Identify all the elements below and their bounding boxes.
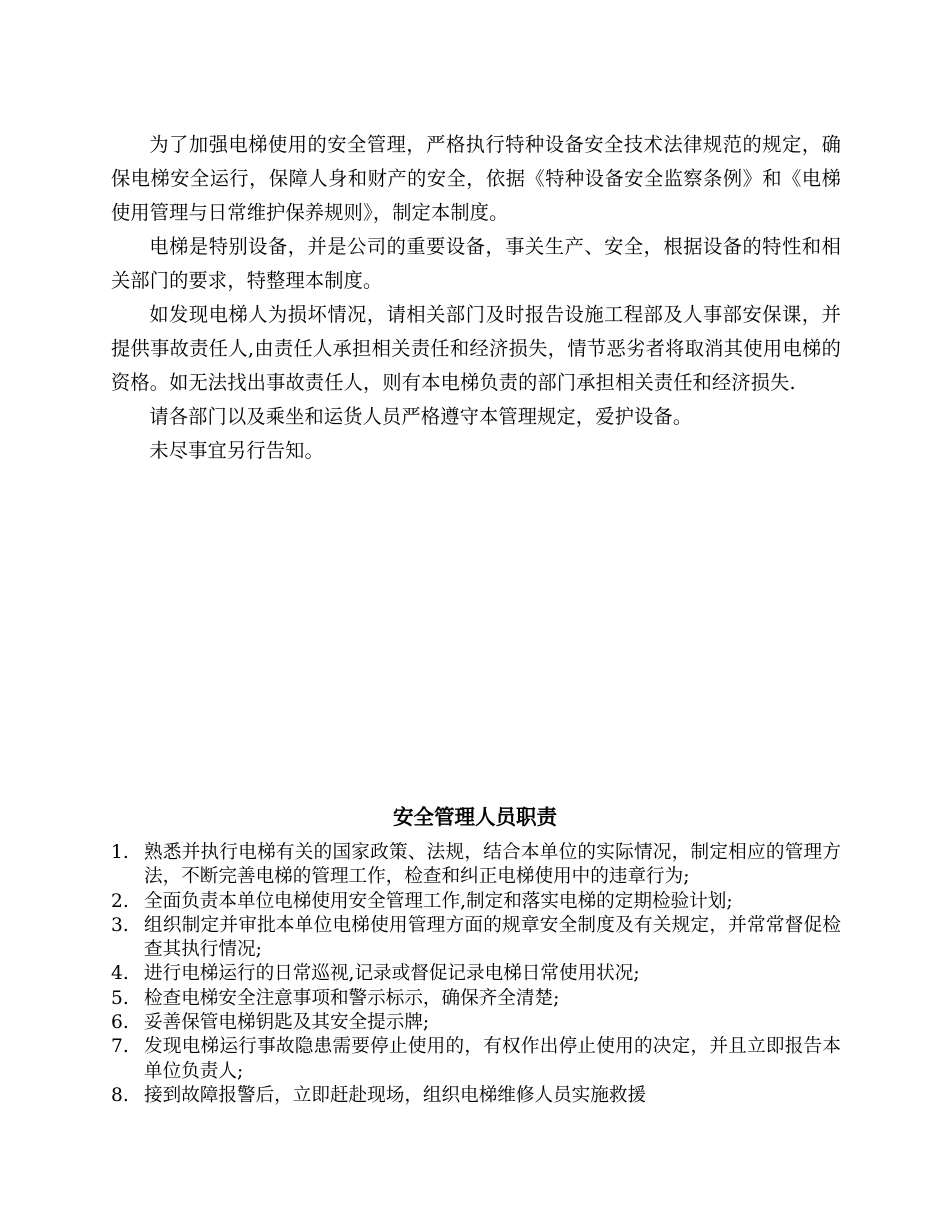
list-item-text: 发现电梯运行事故隐患需要停止使用的，有权作出停止使用的决定，并且立即报告本单位负责人; [144,1036,841,1082]
section-title: 安全管理人员职责 [393,805,557,829]
list-item-number: 7. [111,1036,129,1058]
list-item-number: 5. [111,987,129,1009]
intro-section [111,128,841,468]
list-item [111,1035,841,1084]
list-item-text: 全面负责本单位电梯使用安全管理工作,制定和落实电梯的定期检验计划; [144,890,733,912]
intro-paragraph: 请各部门以及乘坐和运货人员严格遵守本管理规定，爱护设备。 [149,405,693,428]
duties-list [111,841,841,1108]
list-item [111,841,841,890]
list-item [111,987,841,1011]
list-item [111,914,841,963]
list-item [111,1084,841,1108]
list-item [111,1011,841,1035]
list-item-text: 检查电梯安全注意事项和警示标示，确保齐全清楚; [144,987,560,1009]
list-item [111,890,841,914]
list-item-number: 4. [111,963,129,985]
list-item-text: 进行电梯运行的日常巡视,记录或督促记录电梯日常使用状况; [144,963,640,985]
list-item-number: 3. [111,914,129,936]
list-item-text: 接到故障报警后，立即赶赴现场，组织电梯维修人员实施救援 [144,1084,647,1106]
list-item-text: 妥善保管电梯钥匙及其安全提示牌; [144,1012,430,1034]
list-item-number: 2. [111,890,129,912]
list-item-text: 熟悉并执行电梯有关的国家政策、法规，结合本单位的实际情况，制定相应的管理方法，不断完善电梯的管理工作，检查和纠正电梯使用中的违章行为; [144,842,841,888]
list-item-number: 1. [111,842,129,863]
list-item-number: 6. [111,1012,129,1034]
intro-paragraph: 为了加强电梯使用的安全管理，严格执行特种设备安全技术法律规范的规定，确保电梯安全运行，保障人身和财产的安全，依据《特种设备安全监察条例》和《电梯使用管理与日常维护保养规则》，制定本制度。 [111,133,841,224]
intro-paragraph: 未尽事宜另行告知。 [149,439,324,462]
intro-paragraph: 电梯是特别设备，并是公司的重要设备，事关生产、安全，根据设备的特性和相关部门的要求，特整理本制度。 [111,235,841,292]
intro-paragraph: 如发现电梯人为损坏情况，请相关部门及时报告设施工程部及人事部安保课，并提供事故责任人,由责任人承担相关责任和经济损失，情节恶劣者将取消其使用电梯的资格。如无法找出事故责任人，则有本电梯负责的部门承担相关责任和经济损失. [111,303,841,394]
list-item [111,962,841,986]
list-item-number: 8. [111,1084,129,1106]
list-item-text: 组织制定并审批本单位电梯使用管理方面的规章安全制度及有关规定，并常常督促检查其执行情况; [144,914,841,961]
